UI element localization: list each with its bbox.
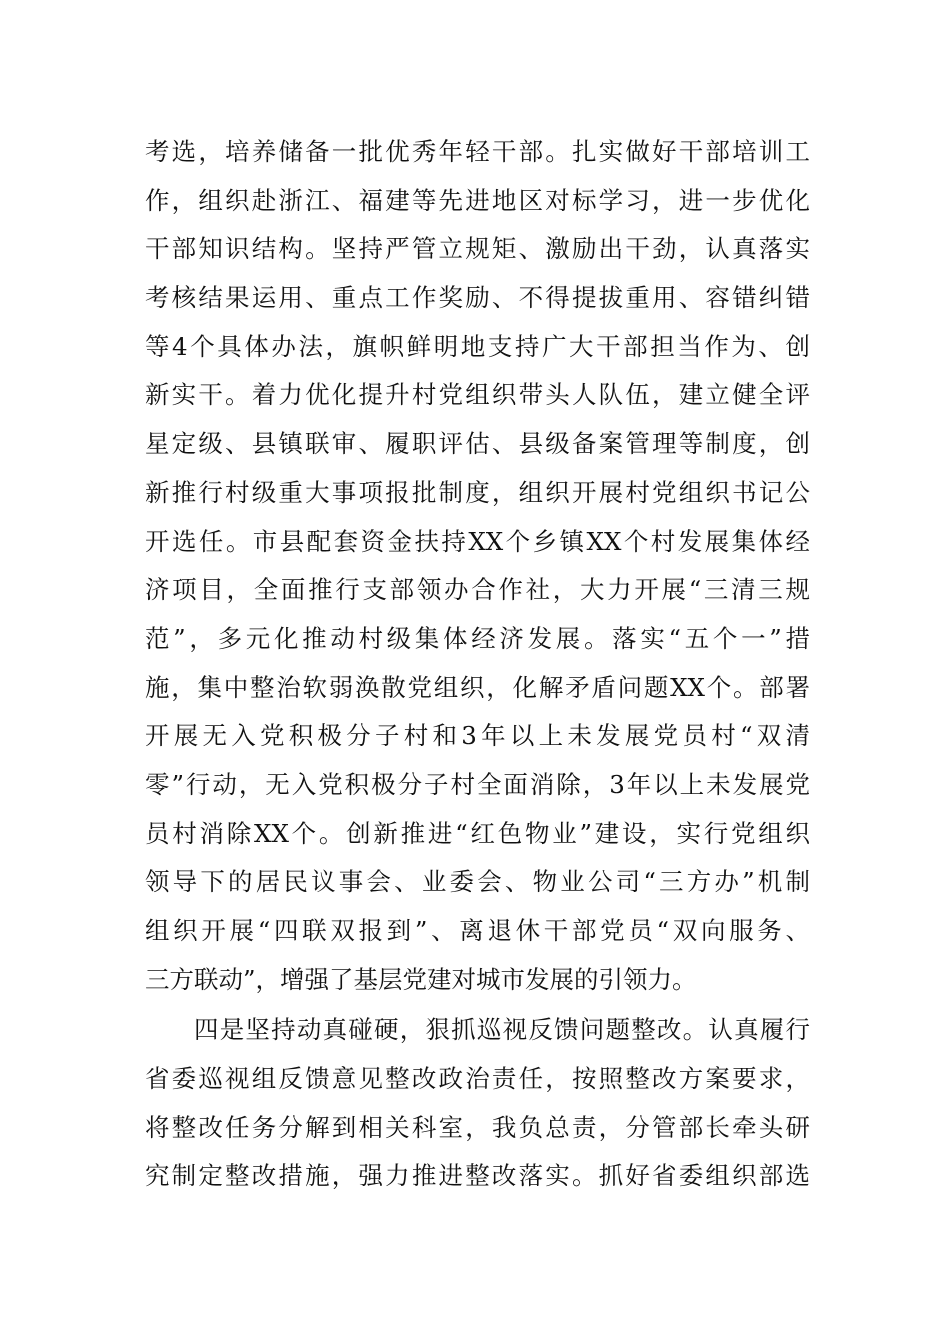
text-line: 省委巡视组反馈意见整改政治责任，按照整改方案要求，	[145, 1064, 810, 1094]
text-line: 考选，培养储备一批优秀年轻干部。扎实做好干部培训工	[145, 137, 810, 166]
text-line: 员村消除XX个。创新推进“红色物业”建设，实行党组织	[145, 818, 810, 848]
text-line: 施，集中整治软弱涣散党组织，化解矛盾问题XX个。部署	[145, 672, 810, 702]
text-line: 干部知识结构。坚持严管立规矩、激励出干劲，认真落实	[145, 234, 810, 264]
text-line: 星定级、县镇联审、履职评估、县级备案管理等制度，创	[145, 429, 810, 459]
paragraph	[145, 1006, 810, 1201]
text-line: 将整改任务分解到相关科室，我负总责，分管部长牵头研	[145, 1112, 810, 1142]
text-line: 济项目，全面推行支部领办合作社，大力开展“三清三规	[145, 575, 810, 605]
document-body	[145, 128, 810, 1201]
text-line: 三方联动”，增强了基层党建对城市发展的引领力。	[145, 964, 697, 994]
text-line: 新推行村级重大事项报批制度，组织开展村党组织书记公	[145, 477, 810, 507]
text-line: 新实干。着力优化提升村党组织带头人队伍，建立健全评	[145, 380, 810, 410]
text-line: 领导下的居民议事会、业委会、物业公司“三方办”机制	[145, 867, 810, 897]
text-line: 四是坚持动真碰硬，狠抓巡视反馈问题整改。认真履行	[194, 1015, 810, 1045]
text-line: 究制定整改措施，强力推进整改落实。抓好省委组织部选	[145, 1161, 810, 1191]
text-line: 零”行动，无入党积极分子村全面消除，3年以上未发展党	[145, 769, 810, 799]
text-line: 范”，多元化推动村级集体经济发展。落实“五个一”措	[145, 623, 810, 653]
text-line: 作，组织赴浙江、福建等先进地区对标学习，进一步优化	[145, 185, 810, 215]
text-line: 等4个具体办法，旗帜鲜明地支持广大干部担当作为、创	[145, 331, 810, 361]
text-line: 组织开展“四联双报到”、离退休干部党员“双向服务、	[145, 916, 810, 945]
paragraph	[145, 128, 810, 1004]
text-line: 考核结果运用、重点工作奖励、不得提拔重用、容错纠错	[145, 283, 810, 313]
text-line: 开选任。市县配套资金扶持XX个乡镇XX个村发展集体经	[145, 526, 810, 556]
text-line: 开展无入党积极分子村和3年以上未发展党员村“双清	[145, 721, 810, 751]
